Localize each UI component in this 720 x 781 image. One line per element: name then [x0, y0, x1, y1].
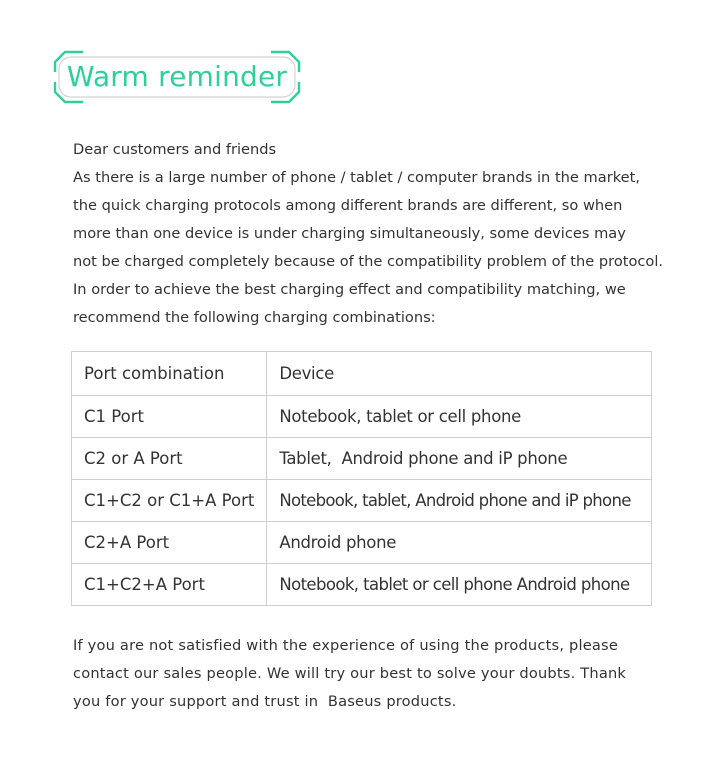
closing-paragraph: [73, 632, 673, 716]
intro-line: more than one device is under charging simultaneously, some devices may: [73, 225, 626, 242]
intro-line: the quick charging protocols among different brands are different, so when: [73, 197, 623, 214]
table-row: [72, 396, 652, 438]
intro-line: recommend the following charging combinations:: [73, 309, 436, 326]
device-cell: Notebook, tablet or cell phone Android phone: [267, 564, 652, 606]
port-cell: C1 Port: [72, 396, 267, 438]
intro-paragraph: [73, 136, 673, 332]
table-row: [72, 564, 652, 606]
device-cell: Android phone: [267, 522, 652, 564]
port-cell: C1+C2+A Port: [72, 564, 267, 606]
port-cell: C2 or A Port: [72, 438, 267, 480]
table-header-cell: Device: [267, 352, 652, 396]
table-header-cell: Port combination: [72, 352, 267, 396]
intro-line: In order to achieve the best charging effect and compatibility matching, we: [73, 281, 626, 298]
device-cell: Notebook, tablet or cell phone: [267, 396, 652, 438]
table-row: [72, 480, 652, 522]
outro-line: If you are not satisfied with the experience of using the products, please: [73, 637, 619, 654]
table-row: [72, 438, 652, 480]
device-cell: Notebook, tablet, Android phone and iP phone: [267, 480, 652, 522]
title-badge: [53, 50, 301, 104]
intro-line: As there is a large number of phone / tablet / computer brands in the market,: [73, 169, 640, 186]
port-cell: C1+C2 or C1+A Port: [72, 480, 267, 522]
charging-combinations-table: [71, 351, 652, 606]
table-header-row: [72, 352, 652, 396]
table-row: [72, 522, 652, 564]
outro-line: you for your support and trust in Baseus products.: [73, 693, 457, 710]
outro-line: contact our sales people. We will try our best to solve your doubts. Thank: [73, 665, 627, 682]
charging-combinations-table-wrap: [71, 351, 652, 606]
intro-line: not be charged completely because of the compatibility problem of the protocol.: [73, 253, 664, 270]
page-title: Warm reminder: [66, 60, 288, 93]
device-cell: Tablet, Android phone and iP phone: [267, 438, 652, 480]
port-cell: C2+A Port: [72, 522, 267, 564]
intro-line: Dear customers and friends: [73, 141, 277, 158]
